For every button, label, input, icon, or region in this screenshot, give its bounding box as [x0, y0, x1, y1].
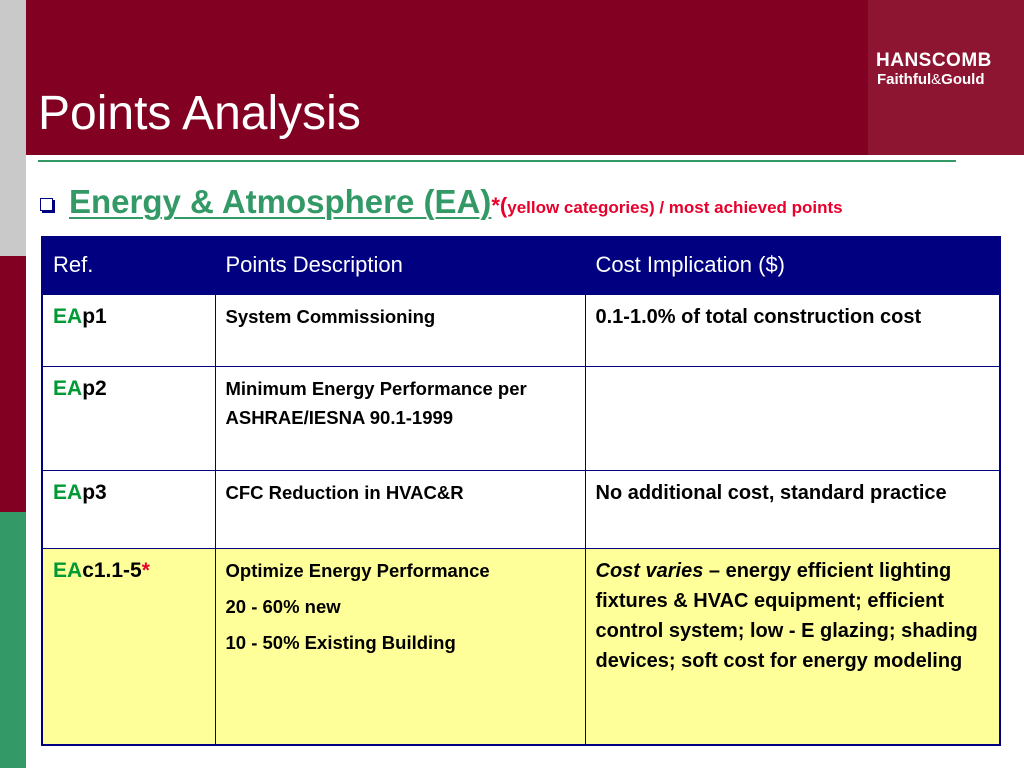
- cell-ref: [42, 295, 215, 367]
- cell-cost: [585, 549, 1000, 745]
- description-line: Optimize Energy Performance: [225, 560, 490, 581]
- hollow-square-bullet-icon: [40, 198, 53, 211]
- description-text: CFC Reduction in HVAC&R: [225, 482, 464, 503]
- description-line: 20 - 60% new: [225, 596, 341, 617]
- table-row: [42, 471, 1000, 549]
- bullet-line: [40, 183, 843, 221]
- bullet-note: yellow categories) / most achieved points: [507, 198, 843, 217]
- title-divider: [38, 160, 956, 162]
- cell-description: [215, 295, 585, 367]
- cost-text: 0.1-1.0% of total construction cost: [595, 306, 922, 328]
- left-stripe-grey: [0, 0, 26, 256]
- cell-cost: [585, 367, 1000, 471]
- cost-text: – energy efficient lighting fixtures & HVAC equipment; efficient control system; low - E glazing; shading devices; soft cost for energy modeling: [595, 560, 978, 672]
- slide-title: Points Analysis: [38, 87, 361, 140]
- logo-line-2: [877, 71, 985, 88]
- table-header-row: [42, 237, 1000, 295]
- description-line: 10 - 50% Existing Building: [225, 632, 456, 653]
- left-stripe-red: [0, 256, 26, 512]
- logo-word-faithful: Faithful: [877, 71, 932, 88]
- logo-word-gould: Gould: [941, 71, 985, 88]
- ref-prefix: EA: [53, 377, 83, 400]
- cell-description: [215, 471, 585, 549]
- cost-text: No additional cost, standard practice: [595, 482, 947, 504]
- ref-asterisk: *: [141, 559, 150, 582]
- left-stripe-green: [0, 512, 26, 768]
- cost-italic-text: Cost varies: [595, 560, 704, 582]
- table-row: [42, 367, 1000, 471]
- table-row: [42, 295, 1000, 367]
- header-cost: Cost Implication ($): [585, 237, 1000, 295]
- table-row-highlighted: [42, 549, 1000, 745]
- cell-cost: [585, 471, 1000, 549]
- logo-ampersand: &: [931, 71, 942, 88]
- cell-ref: [42, 471, 215, 549]
- cell-description: [215, 549, 585, 745]
- cell-description: [215, 367, 585, 471]
- ref-suffix: p1: [82, 305, 107, 328]
- ref-prefix: EA: [53, 305, 83, 328]
- ref-prefix: EA: [53, 559, 83, 582]
- description-text: System Commissioning: [225, 306, 436, 327]
- cell-ref: [42, 367, 215, 471]
- cell-ref: [42, 549, 215, 745]
- bullet-asterisk: *(: [491, 193, 508, 218]
- points-table: [41, 236, 1001, 746]
- description-text: Minimum Energy Performance per ASHRAE/IESNA 90.1-1999: [225, 378, 527, 428]
- ref-suffix: c1.1-5: [82, 559, 142, 582]
- ref-prefix: EA: [53, 481, 83, 504]
- header-ref: Ref.: [42, 237, 215, 295]
- cell-cost: [585, 295, 1000, 367]
- ref-suffix: p3: [82, 481, 107, 504]
- logo-line-1: HANSCOMB: [876, 50, 992, 71]
- bullet-heading: Energy & Atmosphere (EA): [69, 183, 492, 220]
- header-description: Points Description: [215, 237, 585, 295]
- company-logo: [868, 0, 1024, 155]
- ref-suffix: p2: [82, 377, 107, 400]
